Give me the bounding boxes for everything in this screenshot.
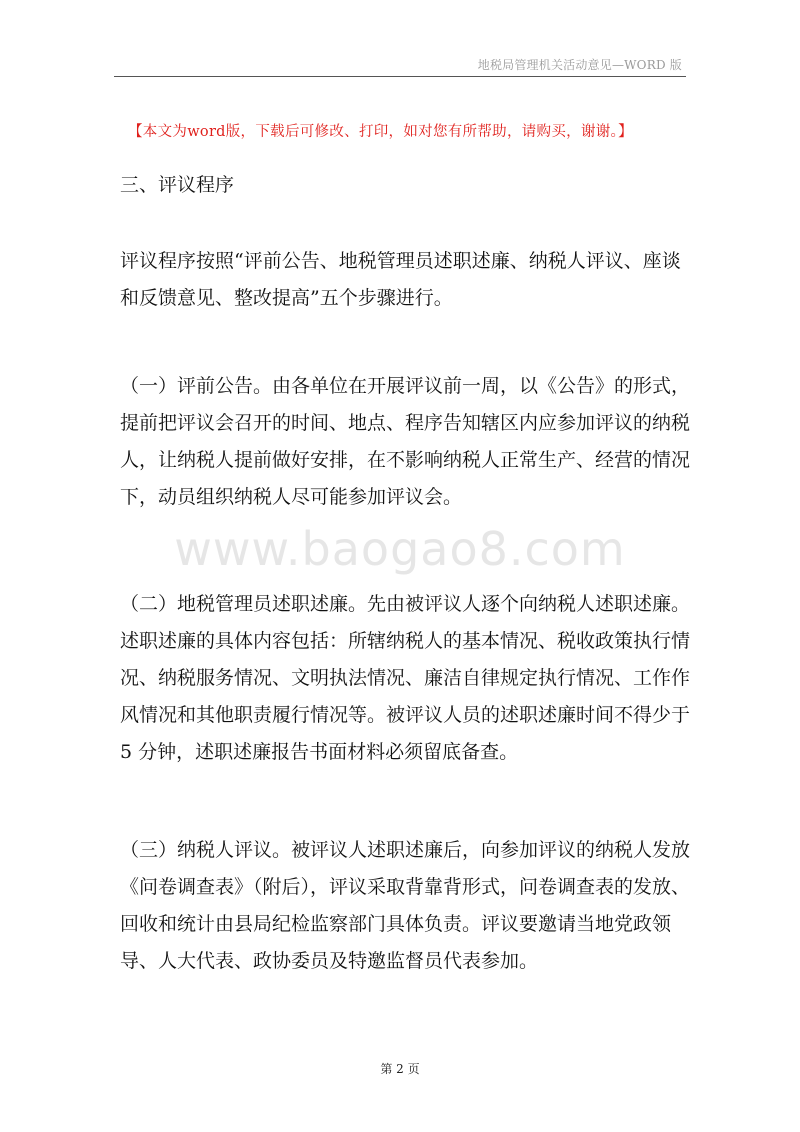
watermark: www.baogao8.com [174, 522, 626, 576]
paragraph-line: 评议程序按照“评前公告、地税管理员述职述廉、纳税人评议、座谈 [120, 250, 681, 272]
paragraph-line: 和反馈意见、整改提高”五个步骤进行。 [120, 287, 453, 309]
paragraph-line: （三）纳税人评议。被评议人述职述廉后，向参加评议的纳税人发放 [120, 839, 691, 861]
paragraph-intro [120, 243, 680, 317]
paragraph-line: 下，动员组织纳税人尽可能参加评议会。 [120, 486, 463, 508]
page-header-title: 地税局管理机关活动意见—WORD 版 [477, 58, 682, 72]
paragraph-line: 述职述廉的具体内容包括：所辖纳税人的基本情况、税收政策执行情 [120, 630, 691, 652]
paragraph-line: 《问卷调查表》（附后），评议采取背靠背形式，问卷调查表的发放、 [120, 876, 691, 898]
page-number: 第 2 页 [380, 1062, 420, 1076]
paragraph-line: 5 分钟，述职述廉报告书面材料必须留底备查。 [120, 741, 519, 763]
section-title: 三、评议程序 [120, 174, 235, 196]
paragraph-line: 提前把评议会召开的时间、地点、程序告知辖区内应参加评议的纳税 [120, 412, 691, 434]
paragraph-line: 人，让纳税人提前做好安排，在不影响纳税人正常生产、经营的情况 [120, 449, 691, 471]
paragraph-line: （二）地税管理员述职述廉。先由被评议人逐个向纳税人述职述廉。 [120, 593, 691, 615]
paragraph-line: 回收和统计由县局纪检监察部门具体负责。评议要邀请当地党政领 [120, 913, 672, 935]
paragraph-line: 导、人大代表、政协委员及特邀监督员代表参加。 [120, 950, 539, 972]
paragraph-duty-report [120, 586, 691, 771]
paragraph-line: 风情况和其他职责履行情况等。被评议人员的述职述廉时间不得少于 [120, 704, 691, 726]
paragraph-line: 况、纳税服务情况、文明执法情况、廉洁自律规定执行情况、工作作 [120, 667, 691, 689]
header-divider [114, 76, 686, 77]
paragraph-line: （一）评前公告。由各单位在开展评议前一周，以《公告》的形式， [120, 375, 691, 397]
purchase-notice: 【本文为word版，下载后可修改、打印，如对您有所帮助，请购买，谢谢。】 [128, 124, 633, 140]
paragraph-pre-announcement [120, 368, 691, 516]
paragraph-taxpayer-review [120, 832, 691, 980]
